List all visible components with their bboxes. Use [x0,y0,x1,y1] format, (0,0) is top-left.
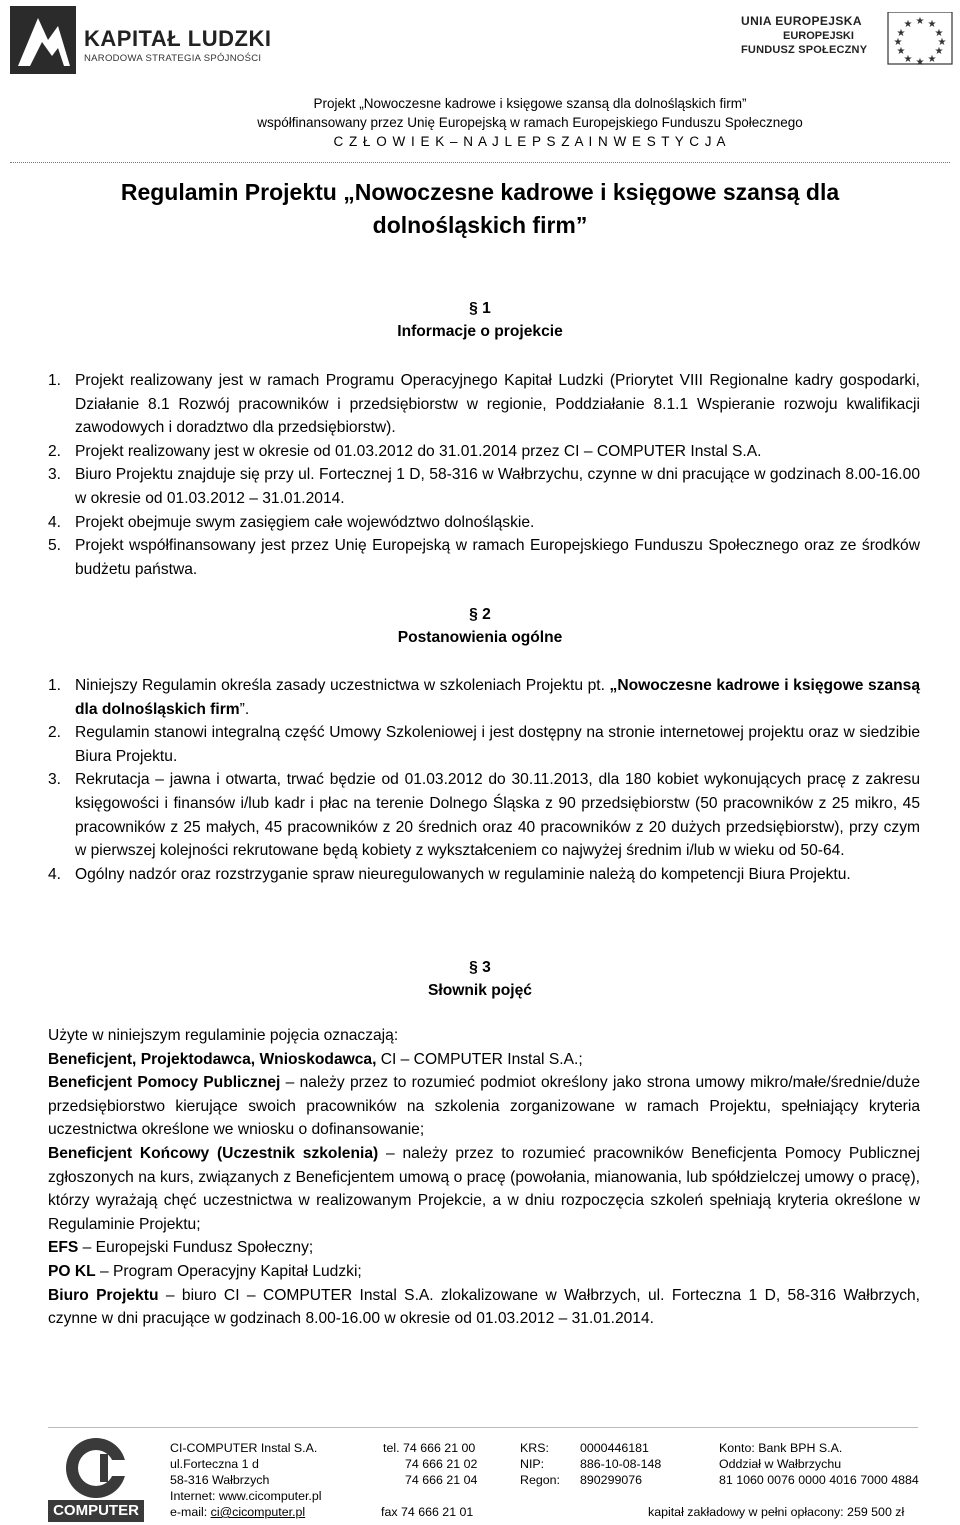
title-line-1: Regulamin Projektu „Nowoczesne kadrowe i księgowe szansą dla [120,179,840,205]
section-3-heading [0,956,960,1002]
list-item: 1. Niniejszy Regulamin określa zasady uczestnictwa w szkoleniach Projektu pt. „Nowoczesne kadrowe i księgowe szansą dla dolnośląskich firm”. [48,677,920,718]
footer-email-link[interactable]: ci@cicomputer.pl [210,1505,306,1519]
section-1-sign: § 1 [469,300,491,317]
footer-registry-labels [520,1440,560,1488]
glossary-entry: Beneficjent Końcowy (Uczestnik szkolenia) – należy przez to rozumieć pracowników Beneficjenta Pomocy Publicznej zgłoszonych na kurs, związanych z Beneficjentem umową o pracę (powołania, mianowania, lub spółdzielczej umowy o pracę), którzy wyrażają chęć uczestnictwa w realizowanym Projekcie, a w dniu rozpoczęcia szkoleń spełniają kryteria określone w Regulaminie Projektu; [48,1144,920,1233]
section-3-sign: § 3 [469,959,491,976]
glossary-entry: EFS – Europejski Fundusz Społeczny; [48,1239,314,1257]
ci-logo-text: COMPUTER [53,1502,139,1519]
footer-phone-1: tel. 74 666 21 00 [383,1441,476,1455]
svg-text:★: ★ [893,37,903,48]
footer-email: e-mail: ci@cicomputer.pl [170,1505,306,1519]
motto-line: C Z Ł O W I E K – N A J L E P S Z A I N W E S T Y C J A [333,134,727,149]
svg-text:★: ★ [896,28,906,39]
eu-line-1: UNIA EUROPEJSKA [741,14,862,28]
svg-text:★: ★ [903,54,913,65]
krs-label: KRS: [520,1441,549,1455]
section-1-title: Informacje o projekcie [397,323,563,340]
footer-city: 58-316 Wałbrzych [170,1473,270,1487]
glossary-entry: Beneficjent Pomocy Publicznej – należy przez to rozumieć podmiot określony jako strona umowy mikro/małe/średnie/duże przedsiębiorstwo kierujące swoich pracowników na szkolenia zorganizowane w ramach Projektu, spełniający kryteria uczestnictwa określone we wniosku o dofinansowanie; [48,1074,920,1139]
kl-logo-subtitle: NARODOWA STRATEGIA SPÓJNOŚCI [84,53,262,64]
document-title [60,176,900,242]
svg-text:★: ★ [915,57,925,68]
list-item: 1. Projekt realizowany jest w ramach Programu Operacyjnego Kapitał Ludzki (Priorytet VIII Regionalne kadry gospodarki, Działanie 8.1 Rozwój pracowników i przedsiębiorstw w regionie, Poddziałanie 8.1.1 Wspieranie rozwoju kwalifikacji zawodowych i doradztwo dla przedsiębiorstw). [48,372,920,437]
svg-text:★: ★ [927,54,937,65]
footer-company-name: CI-COMPUTER Instal S.A. [170,1441,318,1455]
svg-text:★: ★ [934,28,944,39]
footer-street: ul.Forteczna 1 d [170,1457,259,1471]
section-2-heading [0,603,960,649]
section-2-title: Postanowienia ogólne [397,629,563,646]
section-2-list [48,674,920,886]
nip-label: NIP: [520,1457,545,1471]
krs-value: 0000446181 [580,1441,649,1455]
footer-divider [48,1427,918,1428]
list-item: 2. Regulamin stanowi integralną część Umowy Szkoleniowej i jest dostępny na stronie internetowej projektu oraz w siedzibie Biura Projektu. [48,724,920,765]
project-line: Projekt „Nowoczesne kadrowe i księgowe szansą dla dolnośląskich firm” [313,96,747,111]
svg-text:★: ★ [934,46,944,57]
glossary-entry: Biuro Projektu – biuro CI – COMPUTER Instal S.A. zlokalizowane w Wałbrzych, ul. Forteczna 1 D, 58-316 Wałbrzych, czynne w dni pracujące w godzinach 8.00-16.00 w okresie od 01.03.2012 – 31.01.2014. [48,1286,920,1328]
footer-website: Internet: www.cicomputer.pl [170,1489,322,1503]
svg-text:★: ★ [927,19,937,30]
list-item: 5. Projekt współfinansowany jest przez Unię Europejską w ramach Europejskiego Funduszu Społecznego oraz ze środków budżetu państwa. [48,537,920,578]
section-3-title: Słownik pojęć [428,982,532,999]
list-item: 3. Rekrutacja – jawna i otwarta, trwać będzie od 01.03.2012 do 30.11.2013, dla 180 kobiet wykonujących pracę z zakresu księgowości i finansów i/lub kadr i płac na terenie Dolnego Śląska z 90 przedsiębiorstw (50 pracowników z 25 mikro, 45 pracowników z 25 małych, 45 pracowników z 20 średnich oraz 40 pracowników z 20 dużych przedsiębiorstw), przy czym w pierwszej kolejności rekrutowane będą kobiety z wykształceniem co najwyżej średnim i/lub w wieku od 50-64. [48,771,920,860]
footer-bank [719,1440,919,1488]
footer-phones [383,1440,477,1488]
footer-fax: fax 74 666 21 01 [381,1505,474,1519]
footer-phone-3: 74 666 21 04 [405,1473,478,1487]
footer-company [170,1440,322,1520]
section-1-heading [0,297,960,343]
title-line-2: dolnośląskich firm” [372,212,588,238]
list-item: 4. Projekt obejmuje swym zasięgiem całe województwo dolnośląskie. [48,513,535,531]
svg-text:★: ★ [937,37,947,48]
svg-text:★: ★ [896,46,906,57]
bank-account: 81 1060 0076 0000 4016 7000 4884 [719,1473,919,1487]
header-divider [10,162,950,163]
glossary-entry: PO KL – Program Operacyjny Kapitał Ludzki; [48,1262,362,1280]
footer-phone-2: 74 666 21 02 [405,1457,478,1471]
glossary [48,1024,920,1331]
eu-line-2: EUROPEJSKI [783,30,854,42]
header-text [0,94,960,151]
eu-line-3: FUNDUSZ SPOŁECZNY [741,44,868,56]
glossary-intro: Użyte w niniejszym regulaminie pojęcia oznaczają: [48,1027,399,1044]
glossary-entry: Beneficjent, Projektodawca, Wnioskodawca, CI – COMPUTER Instal S.A.; [48,1050,583,1068]
list-item: 3. Biuro Projektu znajduje się przy ul. Fortecznej 1 D, 58-316 w Wałbrzychu, czynne w dni pracujące w godzinach 8.00-16.00 w okresie od 01.03.2012 – 31.01.2014. [48,466,920,507]
cofinance-line: współfinansowany przez Unię Europejską w ramach Europejskiego Funduszu Społecznego [257,115,803,130]
section-2-sign: § 2 [469,606,491,623]
footer-capital: kapitał zakładowy w pełni opłacony: 259 500 zł [648,1505,905,1519]
footer-registry-values [580,1440,661,1488]
bank-branch: Oddział w Wałbrzychu [719,1457,842,1471]
svg-text:★: ★ [915,16,925,27]
regon-value: 890299076 [580,1473,643,1487]
svg-text:★: ★ [903,19,913,30]
bank-name: Konto: Bank BPH S.A. [719,1441,843,1455]
regon-label: Regon: [520,1473,560,1487]
nip-value: 886-10-08-148 [580,1457,662,1471]
list-item: 2. Projekt realizowany jest w okresie od 01.03.2012 do 31.01.2014 przez CI – COMPUTER Instal S.A. [48,442,762,460]
list-item: 4. Ogólny nadzór oraz rozstrzyganie spraw nieuregulowanych w regulaminie należą do kompetencji Biura Projektu. [48,865,851,883]
section-1-list [48,369,920,581]
kl-logo-title: KAPITAŁ LUDZKI [84,26,272,51]
